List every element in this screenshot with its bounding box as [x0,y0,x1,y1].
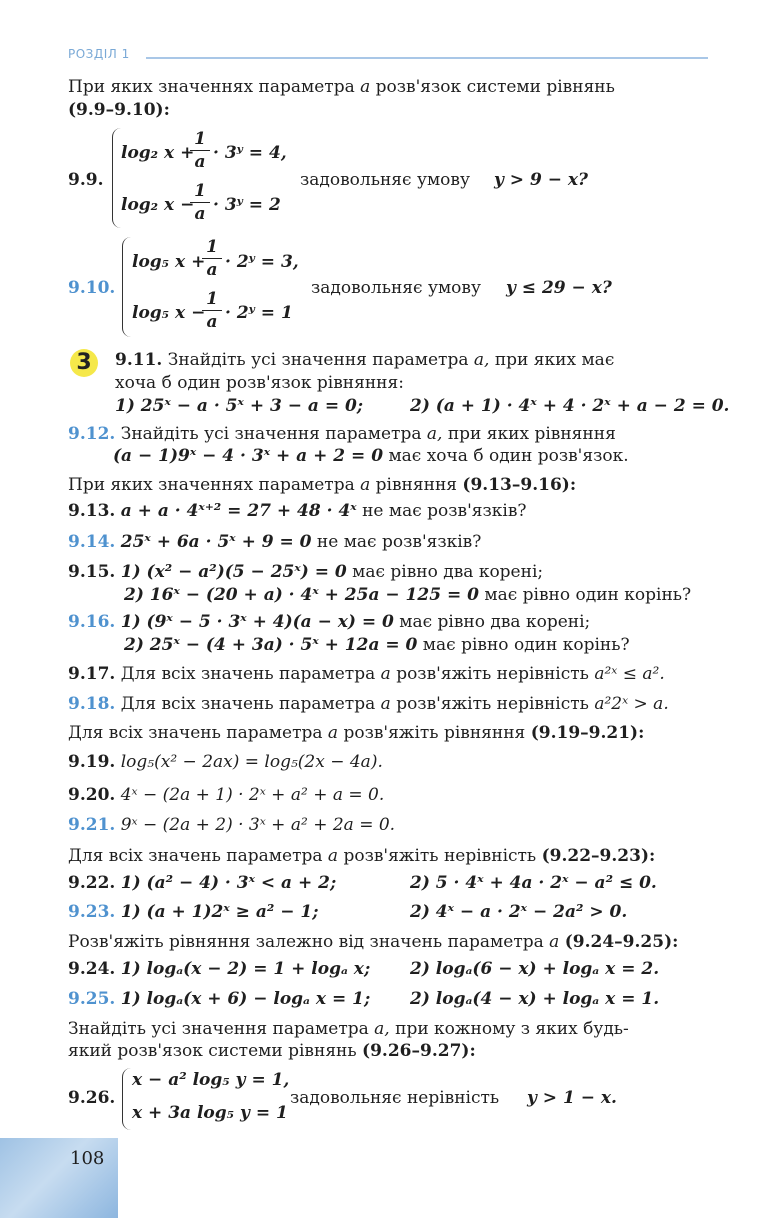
header-rule [146,57,708,59]
problem-9-12-text: 9.12. Знайдіть усі значення параметра a, при яких рівняння [68,424,616,444]
problem-number-9-10: 9.10. [68,278,116,298]
eq-9-9-1-left: log₂ x + [121,143,195,163]
intro-9-9: При яких значеннях параметра a розв'язок системи рівнянь [68,77,615,97]
problem-9-16-item-1: 9.16. 1) (9ˣ − 5 · 3ˣ + 4)(a − x) = 0 має рівно два корені; [68,612,591,632]
problem-9-22-item-2: 2) 5 · 4ˣ + 4a · 2ˣ − a² ≤ 0. [410,873,657,893]
problem-number-9-9: 9.9. [68,170,104,190]
problem-9-25-item-2: 2) logₐ(4 − x) + logₐ x = 1. [410,989,660,1009]
condition-9-10: y ≤ 29 − x? [506,278,612,298]
eq-9-26-1: x − a² log₅ y = 1, [132,1070,290,1090]
problem-9-11-text2: хоча б один розв'язок рівняння: [115,373,404,393]
intro-9-26: Знайдіть усі значення параметра a, при кожному з яких будь- [68,1019,629,1039]
eq-9-9-2-left: log₂ x − [121,195,195,215]
intro-9-24: Розв'яжіть рівняння залежно від значень параметра a (9.24–9.25): [68,932,679,952]
problem-9-16-item-2: 2) 25ˣ − (4 + 3a) · 5ˣ + 12a = 0 має рівно один корінь? [124,635,630,655]
problem-9-20: 9.20. 4ˣ − (2a + 1) · 2ˣ + a² + a = 0. [68,785,385,805]
problem-number-9-26: 9.26. [68,1088,116,1108]
problem-9-19: 9.19. log₅(x² − 2ax) = log₅(2x − 4a). [68,752,383,772]
fraction-1-over-a: $\frac{1}{a}$ [190,180,210,225]
problem-9-21: 9.21. 9ˣ − (2a + 2) · 3ˣ + a² + 2a = 0. [68,815,396,835]
condition-9-9: y > 9 − x? [494,170,588,190]
problem-9-12-eq-line: (a − 1)9ˣ − 4 · 3ˣ + a + 2 = 0 має хоча б один розв'язок. [113,446,629,466]
fraction-1-over-a: $\frac{1}{a}$ [202,236,222,281]
condition-text: задовольняє умову [311,278,481,298]
intro-9-22: Для всіх значень параметра a розв'яжіть нерівність (9.22–9.23): [68,846,656,866]
problem-9-11-item-2: 2) (a + 1) · 4ˣ + 4 · 2ˣ + a − 2 = 0. [410,396,730,416]
problem-9-22-item-1: 9.22. 1) (a² − 4) · 3ˣ < a + 2; [68,873,337,893]
eq-9-9-1-right: · 3ʸ = 4, [213,143,287,163]
condition-text: задовольняє умову [300,170,470,190]
condition-9-26: y > 1 − x. [527,1088,617,1108]
eq-9-10-2-right: · 2ʸ = 1 [225,303,293,323]
problem-9-11-item-1: 1) 25ˣ − a · 5ˣ + 3 − a = 0; [115,396,364,416]
problem-9-23-item-1: 9.23. 1) (a + 1)2ˣ ≥ a² − 1; [68,902,319,922]
section-header: РОЗДІЛ 1 [68,47,130,61]
fraction-1-over-a: $\frac{1}{a}$ [190,128,210,173]
problem-9-14: 9.14. 25ˣ + 6a · 5ˣ + 9 = 0 не має розв'язків? [68,532,482,552]
intro-9-13: При яких значеннях параметра a рівняння (9.13–9.16): [68,475,577,495]
problem-9-23-item-2: 2) 4ˣ − a · 2ˣ − 2a² > 0. [410,902,628,922]
level-3-badge: 3 [70,349,98,377]
intro-9-19: Для всіх значень параметра a розв'яжіть рівняння (9.19–9.21): [68,723,645,743]
problem-9-24-item-2: 2) logₐ(6 − x) + logₐ x = 2. [410,959,660,979]
system-brace [122,237,131,337]
eq-9-10-2-left: log₅ x − [132,303,206,323]
eq-9-26-2: x + 3a log₅ y = 1 [132,1103,288,1123]
problem-9-13: 9.13. a + a · 4ˣ⁺² = 27 + 48 · 4ˣ не має розв'язків? [68,501,527,521]
problem-9-18: 9.18. Для всіх значень параметра a розв'яжіть нерівність a²2ˣ > a. [68,694,669,714]
eq-9-10-1-right: · 2ʸ = 3, [225,252,299,272]
system-brace [122,1068,131,1130]
problem-9-24-item-1: 9.24. 1) logₐ(x − 2) = 1 + logₐ x; [68,959,371,979]
eq-9-9-2-right: · 3ʸ = 2 [213,195,281,215]
problem-9-11-text: 9.11. Знайдіть усі значення параметра a, при яких має [115,350,615,370]
eq-9-10-1-left: log₅ x + [132,252,206,272]
problem-9-17: 9.17. Для всіх значень параметра a розв'яжіть нерівність a²ˣ ≤ a². [68,664,665,684]
fraction-1-over-a: $\frac{1}{a}$ [202,288,222,333]
problem-9-15-item-2: 2) 16ˣ − (20 + a) · 4ˣ + 25a − 125 = 0 має рівно один корінь? [124,585,692,605]
page-number: 108 [70,1148,105,1169]
condition-text: задовольняє нерівність [290,1088,500,1108]
system-brace [112,128,121,228]
intro-9-26-line2: який розв'язок системи рівнянь (9.26–9.27): [68,1041,476,1061]
problem-9-25-item-1: 9.25. 1) logₐ(x + 6) − logₐ x = 1; [68,989,371,1009]
problem-9-15-item-1: 9.15. 1) (x² − a²)(5 − 25ˣ) = 0 має рівно два корені; [68,562,544,582]
intro-9-9-range: (9.9–9.10): [68,100,170,120]
